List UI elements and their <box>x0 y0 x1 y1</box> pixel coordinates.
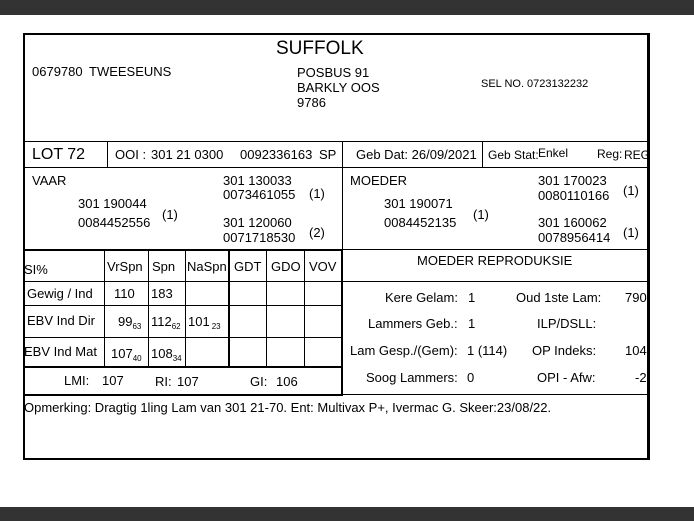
lot-row-top-line <box>25 141 650 142</box>
gi-label: GI: <box>250 374 268 389</box>
ebv-dir-spn: $112_{62}$ <box>151 314 181 331</box>
ebv-dir-vrspn: $99_{63}$ <box>118 314 142 331</box>
birth-status-value: Enkel <box>538 146 569 160</box>
si-col-divider-1 <box>104 249 105 366</box>
col-header-gdt: GDT <box>234 259 262 274</box>
dam-id: 0084452135 <box>384 215 457 230</box>
address-line-3: 9786 <box>297 95 326 110</box>
gewig-vrspn: 110 <box>114 286 135 301</box>
row-label-gewig: Gewig / Ind <box>27 286 93 301</box>
dam-label: MOEDER <box>350 173 408 188</box>
oud-lam-label: Oud 1ste Lam: <box>516 290 602 305</box>
lam-gesp-value: 1 (114) <box>467 343 508 358</box>
ri-value: 107 <box>177 374 199 389</box>
dam-granddam-id: 0078956414 <box>538 230 611 245</box>
ooi-label: OOI : <box>115 147 147 162</box>
dam-granddam-count: (1) <box>623 225 639 240</box>
dam-number: 301 190071 <box>384 196 453 211</box>
reg-label: Reg: <box>597 147 623 161</box>
dam-granddam-number: 301 160062 <box>538 215 607 230</box>
sire-id: 0084452556 <box>78 215 151 230</box>
si-table-row-line-1 <box>23 305 343 306</box>
lam-gesp-label: Lam Gesp./(Gem): <box>350 343 458 358</box>
oud-lam-value: 790 <box>625 290 647 305</box>
lmi-label: LMI: <box>64 373 90 388</box>
col-header-naspn: NaSpn <box>187 259 227 274</box>
sire-label: VAAR <box>32 173 67 188</box>
ri-label: RI: <box>155 374 172 389</box>
lot-divider-3 <box>482 141 483 167</box>
si-table-right-border <box>341 249 343 394</box>
si-table-top-line <box>23 249 343 251</box>
ebv-dir-spn-sub: 62 <box>171 322 181 331</box>
ebv-dir-vrspn-sub: 63 <box>132 322 142 331</box>
opi-afw-value: -2 <box>635 370 647 385</box>
lot-number: LOT 72 <box>32 146 86 163</box>
sire-count: (1) <box>162 207 178 222</box>
col-header-vov: VOV <box>309 259 337 274</box>
dam-grandsire-id: 0080110166 <box>538 188 610 203</box>
si-table-row-line-2 <box>23 337 343 338</box>
owner-name: TWEESEUNS <box>89 64 172 79</box>
owner-code: 0679780 <box>32 64 83 79</box>
remarks: Opmerking: Dragtig 1ling Lam van 301 21-70. Ent: Multivax P+, Ivermac G. Skeer:23/08/22. <box>24 400 552 415</box>
si-col-divider-3 <box>185 249 186 366</box>
bottom-dark-band <box>0 507 694 521</box>
sire-grandsire-id: 0073461055 <box>223 187 296 202</box>
sire-granddam-count: (2) <box>309 225 325 240</box>
lammers-geb-value: 1 <box>468 316 476 331</box>
si-col-divider-5 <box>266 249 267 366</box>
dam-grandsire-count: (1) <box>623 183 639 198</box>
lmi-value: 107 <box>102 373 124 388</box>
ebv-dir-naspn-sub: 23 <box>211 322 221 331</box>
breed-title: SUFFOLK <box>276 38 364 59</box>
phone-number: SEL NO. 0723132232 <box>481 78 589 90</box>
reproduction-top-line <box>342 249 650 250</box>
reproduction-bottom-line <box>342 394 650 395</box>
soog-lammers-value: 0 <box>467 370 475 385</box>
kere-gelam-value: 1 <box>468 290 476 305</box>
birth-status-label: Geb Stat: <box>488 148 539 162</box>
col-header-spn: Spn <box>152 259 176 274</box>
sire-grandsire-number: 301 130033 <box>223 173 292 188</box>
top-dark-band <box>0 0 694 15</box>
op-indeks-value: 104 <box>625 343 647 358</box>
reproduction-title: MOEDER REPRODUKSIE <box>417 253 573 268</box>
gewig-spn: 183 <box>151 286 173 301</box>
dam-grandsire-number: 301 170023 <box>538 173 607 188</box>
lot-divider-1 <box>107 141 108 167</box>
si-table-bottom-line <box>23 366 343 368</box>
sire-number: 301 190044 <box>78 196 147 211</box>
ooi-suffix: SP <box>319 147 337 162</box>
si-col-divider-2 <box>148 249 149 366</box>
row-label-ebv-mat: EBV Ind Mat <box>24 344 97 359</box>
sire-granddam-number: 301 120060 <box>223 215 292 230</box>
col-header-vrspn: VrSpn <box>107 259 143 274</box>
si-table-header-line <box>23 281 343 282</box>
sire-grandsire-count: (1) <box>309 186 325 201</box>
row-label-ebv-dir: EBV Ind Dir <box>27 313 95 328</box>
lot-divider-2 <box>342 141 343 167</box>
soog-lammers-label: Soog Lammers: <box>366 370 458 385</box>
address-line-2: BARKLY OOS <box>297 80 380 95</box>
ooi-id: 0092336163 <box>240 147 313 162</box>
dam-count: (1) <box>473 207 489 222</box>
ebv-mat-spn: $108_{34}$ <box>151 346 182 363</box>
gi-value: 106 <box>276 374 298 389</box>
op-indeks-label: OP Indeks: <box>532 343 597 358</box>
opi-afw-label: OPI - Afw: <box>537 370 596 385</box>
si-col-divider-4 <box>228 249 230 366</box>
ilp-dsll-label: ILP/DSLL: <box>537 316 597 331</box>
ebv-mat-vrspn-sub: 40 <box>132 354 142 363</box>
ebv-mat-vrspn: $107_{40}$ <box>111 346 142 363</box>
reproduction-title-line <box>342 281 650 282</box>
lammers-geb-label: Lammers Geb.: <box>368 316 458 331</box>
reg-value: REG <box>624 148 651 162</box>
si-col-divider-6 <box>304 249 305 366</box>
indexes-bottom-line <box>23 394 343 396</box>
ebv-dir-naspn: 101 $_{23}$ <box>188 314 221 331</box>
si-corner-label: SI% <box>24 262 48 277</box>
address-line-1: POSBUS 91 <box>297 65 370 80</box>
kere-gelam-label: Kere Gelam: <box>385 290 458 305</box>
sire-granddam-id: 0071718530 <box>223 230 296 245</box>
ooi-number: 301 21 0300 <box>151 147 224 162</box>
lot-row-bottom-line <box>25 167 650 168</box>
birth-date: Geb Dat: 26/09/2021 <box>356 147 477 162</box>
ebv-mat-spn-sub: 34 <box>172 354 182 363</box>
col-header-gdo: GDO <box>271 259 301 274</box>
